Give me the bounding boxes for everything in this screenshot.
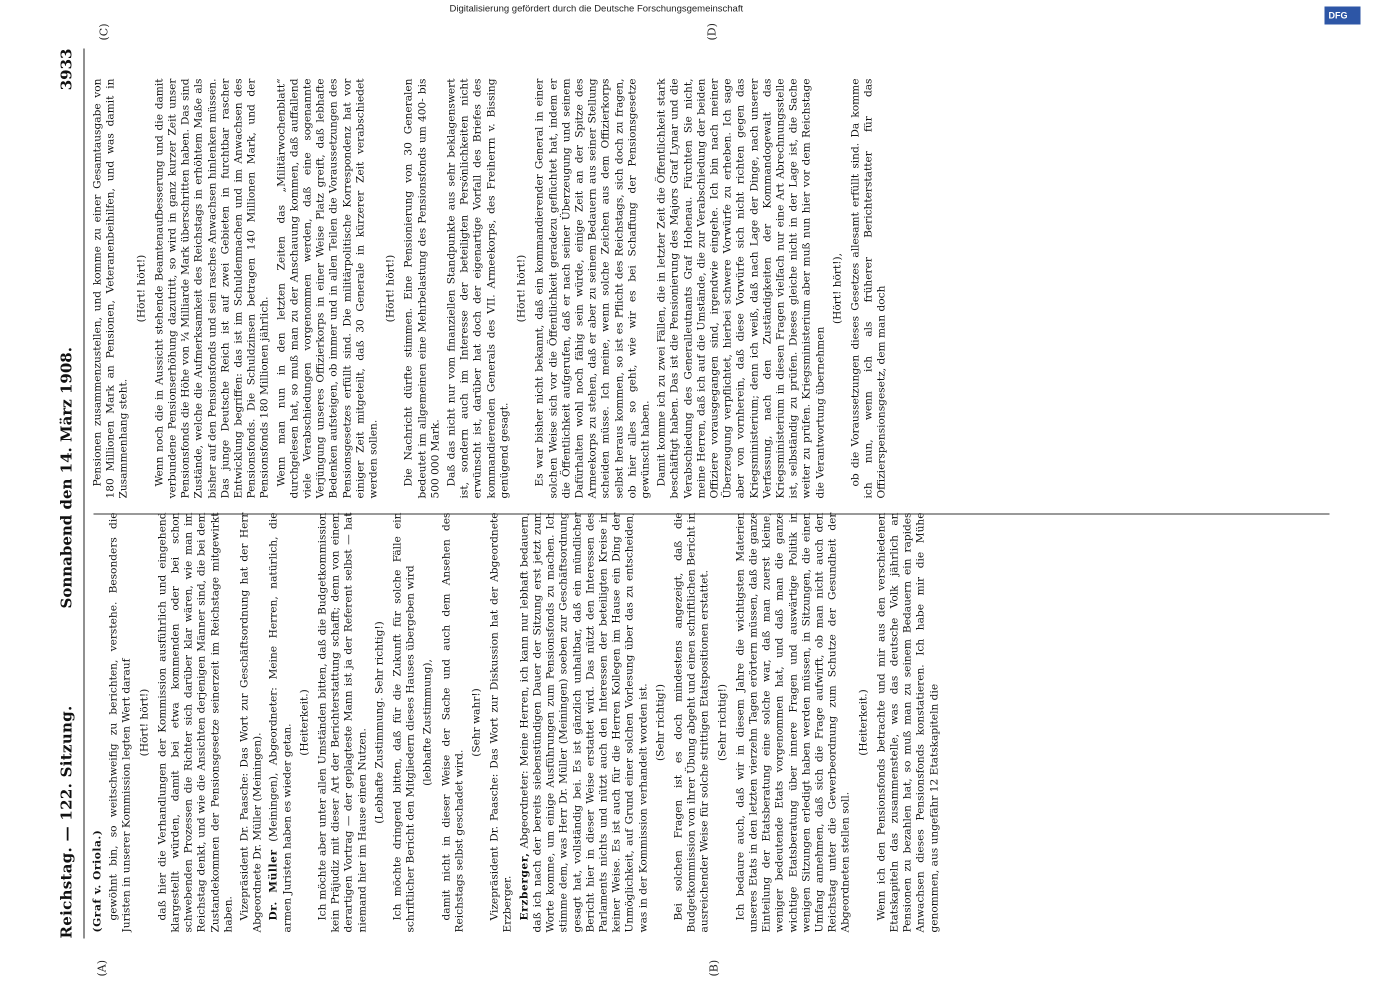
paragraph-text: Ich möchte aber unter allen Umständen bitten, daß die Budgetkommission kein Präjudiz mit dieser Art der Berichterstattung schafft; denn von einem derartigen Vortrag — der geplagteste Mann ist ja der Referent selbst — hat niemand hier im Hause einen Nutzen. [316,512,369,933]
paragraph-text: (Sehr wahr!) [470,688,483,757]
paragraph-text: Bei solchen Fragen ist es doch mindestens angezeigt, daß die Budgetkommission von ihrer Übung abgeht und einen schriftlichen Bericht in ausreichender Weise für solche strittigen Etatspositionen erstattet. [672,512,711,933]
speaker-name: Dr. Müller [267,849,280,921]
paragraph [403,79,443,499]
interjection [716,513,729,933]
paragraph-text: Daß das nicht nur vom finanziellen Standpunkte aus sehr beklagenswert ist, sondern auch im Interesse der beteiligten Persönlichkeiten nicht erwünscht ist, darüber hat doch der eigenartige Vorfall des Briefes des kommandierenden Generals des VII. Armeekorps, des Freiherrn v. Bissing genügend gesagt. [445,78,511,499]
paragraph-text: (Hört! hört!), [831,253,844,324]
paragraph [92,79,132,499]
paragraph [153,79,272,499]
paragraph-text: (Heiterkeit.) [857,689,870,756]
header-session: Reichstag. — 122. Sitzung. [57,705,76,939]
interjection [385,79,398,499]
interjection [857,513,870,933]
interjection [373,513,386,933]
paragraph-text: Wenn man nun in den letzten Zeiten das „Militärwochenblatt“ durchgelesen hat, so muß man zu der Anschauung kommen, daß auffallend viele Verabschiedungen vorgenommen werden, daß eine sogenannte Verjüngung unseres Offizierkorps in einer Weise Platz greift, daß lebhafte Bedenken aufsteigen, ob immer und in allen Teilen die Voraussetzungen des Pensionsgesetzes erfüllt sind. Die militärpolitische Korrespondenz hat vor einiger Zeit mitgeteilt, daß 30 Generale in kürzerer Zeit verabschiedet werden sollen. [275,78,380,499]
paragraph-text: daß hier die Verhandlungen der Kommission ausführlich und eingehend klargestellt würden, damit bei etwa kommenden oder bei schon schwebenden Prozessen die Richter sich darüber klar wären, wie man im Reichstag denkt, und wie die Ansichten derjenigen Männer sind, die bei dem Zustandekommen der Pensionsgesetze seinerzeit im Reichstage mitgewirkt haben. [156,512,235,933]
paragraph-text: (Hört! hört!) [138,688,151,757]
paragraph-text: ob die Voraussetzungen dieses Gesetzes allesamt erfüllt sind. Da komme ich nun, wenn ich als früherer Berichterstatter für das Offizierspensionsgesetz, dem man doch [849,78,888,499]
interjection [516,79,529,499]
paragraph-text: Vizepräsident Dr. Paasche: Das Wort zur Diskussion hat der Abgeordnete Erzberger. [488,512,514,933]
paragraph-text: (Meiningen), Abgeordneter: Meine Herren, natürlich, die armen Juristen haben es wieder getan. [267,512,294,933]
speaker-name: (Graf v. Oriola.) [91,829,104,933]
paragraph-text: Ich bedaure auch, daß wir in diesem Jahre die wichtigsten Materien unseres Etats in den letzten vierzehn Tagen erörtern müssen, daß die ganze Einteilung der Etatsberatung eine solche war, daß man zuerst kleine, weniger bedeutende Etats vorgenommen hat, und daß man die ganze wichtige Etatsberatung über innere Fragen und auswärtige Politik in wenigen Sitzungen erledigt haben werden müssen, in Sitzungen, die einen Umfang annehmen, daß sich die Frage aufwirft, ob man nicht auch den Reichstag unter die Gewerbeordnung zum Schutze der Gesundheit der Abgeordneten stellen soll. [734,512,852,933]
paragraph-text: (lebhafte Zustimmung), [421,659,434,786]
margin-mark-a: (A) [95,959,109,977]
paragraph [734,513,853,933]
margin-mark-d: (D) [705,23,719,41]
paragraph-text: (Sehr richtig!) [716,684,729,761]
page-header [44,49,85,939]
paragraph [849,79,889,499]
paragraph [446,79,512,499]
interjection [298,513,311,933]
interjection [422,513,435,933]
paragraph-text: gewöhnt bin, so weitschweifig zu berichten, verstehe. Besonders die Juristen in unserer Kommission legten Wert darauf [107,512,133,933]
paragraph [275,79,381,499]
right-text-column [92,79,1332,499]
paragraph-text: Damit komme ich zu zwei Fällen, die in letzter Zeit die Öffentlichkeit stark beschäftigt haben. Das ist die Pensionierung des Majors Graf Lynar und die Verabschiedung des Generalleutnants Graf Hohenau. Fürchten Sie nicht, meine Herren, daß ich auf die Umstände, die zur Verabschiedung der beiden Offiziere vorausgegangen sind, irgendwie eingehe. Ich bin nach meiner Überzeugung verpflichtet, hierbei schwere Vorwürfe zu erheben. Ich sage aber von vornherein, daß diese Vorwürfe sich nicht richten gegen das Kriegsministerium; denn ich weiß, daß nach Lage der Dinge, nach unserer Verfassung, nach den Zuständigkeiten der Kommandogewalt das Kriegsministerium in diesen Fragen vielfach nur eine Art Abrechnungsstelle ist, selbständig zu prüfen. Dieses gleiche nicht in der Lage ist, die Sache weiter zu prüfen. Kriegsministerium aber muß nun hier vor dem Reichstage die Verantwortung übernehmen [655,78,827,499]
paragraph [440,513,466,933]
paragraph [239,513,265,933]
paragraph-text: Die Nachricht dürfte stimmen. Eine Pensionierung von 30 Generalen bedeutet im allgemeinen eine Mehrbelastung des Pensionsfonds um 400- bis 500 000 Mark. [402,78,442,499]
dfg-logo-text: DFG [1328,10,1348,21]
paragraph-text: Pensionen zusammenzustellen, und komme zu einer Gesamtausgabe von 180 Millionen Mark an Pensionen, Veteranenbeihilfen, und was damit in Zusammenhang steht. [91,78,130,499]
paragraph [489,513,515,933]
paragraph-text: (Sehr richtig!) [654,684,667,761]
paragraph [392,513,418,933]
margin-mark-c: (C) [97,23,111,41]
paragraph [108,513,134,933]
interjection [654,513,667,933]
column-divider [94,514,1330,515]
interjection [135,79,148,499]
page-number: 3933 [57,48,76,91]
margin-mark-b: (B) [707,959,721,977]
paragraph-text: Abgeordneter: Meine Herren, ich kann nur lebhaft bedauern, daß ich nach der bereits siebenstündigen Dauer der Sitzung erst jetzt zum Worte komme, um einige Ausführungen zum Pensionsfonds zu machen. Ich stimme dem, was Herr Dr. Müller (Meiningen) soeben zur Geschäftsordnung gesagt hat, vollständig bei. Es ist gänzlich unhaltbar, daß ein mündlicher Bericht hier in dieser Weise erstattet wird. Das nützt den Interessen des Parlaments nichts und nützt auch den Interessen der beteiligten Kreise in keiner Weise. Es ist auch für die Herren Kollegen im Hause ein Ding der Unmöglichkeit, auf Grund einer solchen Vorlesung über das zu entscheiden, was in der Kommission verhandelt worden ist. [518,512,650,933]
document-page [0,1,1383,1001]
digitization-credit [450,2,1370,26]
paragraph [518,513,650,933]
paragraph [268,513,294,933]
paragraph-text: Es war bisher nicht bekannt, daß ein kommandierender General in einer solchen Weise sich vor die Öffentlichkeit geradezu geflüchtet hat, indem er die Öffentlichkeit aufgerufen, daß er nach seiner Überzeugung und seinem Dafürhalten wohl noch fähig sein würde, einige Zeit an der Spitze des Armeekorps zu stehen, daß er aber zu seinem Bedauern aus seiner Stellung scheiden müsse. Ich meine, wenn solche Zeichen aus dem Offizierkorps selbst heraus kommen, so ist es Pflicht des Reichstags, sich doch zu fragen, ob hier alles so geht, wie wir es bei Schaffung der Pensionsgesetze gewünscht haben. [533,78,652,499]
speaker-name: Erzberger, [518,852,531,921]
paragraph-text: (Hört! hört!) [515,254,528,323]
header-date: Sonnabend den 14. März 1908. [57,347,76,609]
interjection [471,513,484,933]
paragraph-text: Wenn ich den Pensionsfonds betrachte und mir aus den verschiedenen Etatskapiteln das zusammenstelle, was das deutsche Volk jährlich an Pensionen zu bezahlen hat, so muß man zu seinem Bedauern ein rapides Anwachsen dieses Pensionsfonds konstatieren. Ich habe mir die Mühe genommen, aus ungefähr 12 Etatskapiteln die [875,512,941,933]
paragraph-text: Wenn noch die in Aussicht stehende Beamtenaufbesserung und die damit verbundene Pensionserhöhung dazutritt, so wird in ganz kurzer Zeit unser Pensionsfonds die Höhe von ¼ Milliarde Mark überschritten haben. Das sind Zustände, welche die Aufmerksamkeit des Reichstags in erhöhtem Maße als bisher auf den Pensionsfonds und sein rasches Anwachsen hinlenken müssen. Das junge Deutsche Reich ist auf zwei Gebieten in furchtbar rascher Entwicklung begriffen: das ist im Schuldenmachen und im Anwachsen des Pensionsfonds. Die Schuldzinsen betragen 140 Millionen Mark, und der Pensionsfonds 180 Millionen jährlich. [153,78,271,499]
credit-text: Digitalisierung gefördert durch die Deutsche Forschungsgemeinschaft [449,3,744,15]
paragraph [317,513,370,933]
paragraph-text: Vizepräsident Dr. Paasche: Das Wort zur Geschäftsordnung hat der Herr Abgeordnete Dr. Müller (Meiningen). [238,512,264,933]
paragraph [656,79,828,499]
paragraph-text: (Hört! hört!) [135,254,148,323]
paragraph [156,513,235,933]
paragraph [875,513,941,933]
paragraph [672,513,712,933]
paragraph-text: Ich möchte dringend bitten, daß für die Zukunft für solche Fälle ein schriftlicher Bericht den Mitgliedern dieses Hauses übergeben wird [391,512,417,933]
paragraph-text: (Heiterkeit.) [298,689,311,756]
paragraph [534,79,653,499]
paragraph-text: damit nicht in dieser Weise der Sache und auch dem Ansehen des Reichstags selbst geschadet wird. [440,512,466,933]
paragraph-text: (Hört! hört!) [384,254,397,323]
interjection [138,513,151,933]
left-text-column [92,513,1332,933]
interjection [831,79,844,499]
speaker-continuation [92,513,105,933]
dfg-logo [1325,7,1361,25]
paragraph-text: (Lebhafte Zustimmung. Sehr richtig!) [373,621,386,824]
